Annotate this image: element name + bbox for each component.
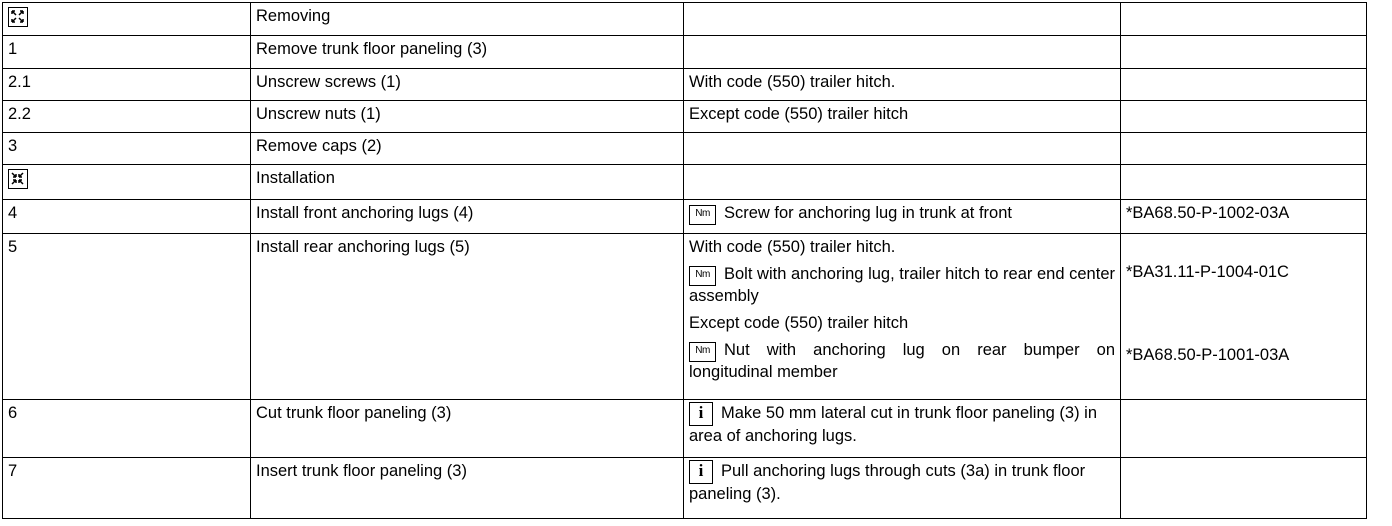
note-text: With code (550) trailer hitch. — [689, 238, 896, 256]
ref-cell — [1121, 69, 1367, 101]
action-cell: Install front anchoring lugs (4) — [251, 200, 684, 234]
installation-icon — [8, 169, 28, 189]
step-cell: 7 — [3, 458, 251, 519]
notes-cell — [684, 200, 1121, 234]
removing-icon — [8, 7, 28, 27]
ref-cell — [1121, 101, 1367, 133]
doc-reference[interactable]: *BA31.11-P-1004-01C — [1126, 263, 1289, 281]
notes-cell — [684, 3, 1121, 36]
torque-nm-icon: Nm — [689, 205, 716, 225]
doc-reference[interactable]: *BA68.50-P-1001-03A — [1126, 346, 1290, 364]
step-cell: 3 — [3, 133, 251, 165]
note-text: Make 50 mm lateral cut in trunk floor paneling (3) in area of anchoring lugs. — [689, 404, 1098, 445]
action-cell: Remove trunk floor paneling (3) — [251, 36, 684, 69]
ref-cell — [1121, 133, 1367, 165]
action-cell: Remove caps (2) — [251, 133, 684, 165]
step-cell: 6 — [3, 400, 251, 458]
step-cell: 5 — [3, 234, 251, 400]
table-row — [3, 200, 1367, 234]
info-icon: i — [689, 402, 713, 426]
ref-cell — [1121, 458, 1367, 519]
notes-cell — [684, 400, 1121, 458]
table-row — [3, 101, 1367, 133]
ref-cell — [1121, 200, 1367, 234]
action-cell: Removing — [251, 3, 684, 36]
step-cell: 2.1 — [3, 69, 251, 101]
torque-nm-icon: Nm — [689, 266, 716, 286]
table-row — [3, 400, 1367, 458]
table-row — [3, 36, 1367, 69]
step-cell: 2.2 — [3, 101, 251, 133]
note-text: Bolt with anchoring lug, trailer hitch to rear end center assembly — [689, 265, 1115, 305]
note-text: Except code (550) trailer hitch — [689, 314, 909, 332]
ref-cell — [1121, 234, 1367, 400]
action-cell: Unscrew screws (1) — [251, 69, 684, 101]
doc-reference[interactable]: *BA68.50-P-1002-03A — [1126, 204, 1290, 222]
notes-cell — [684, 133, 1121, 165]
note-text: Pull anchoring lugs through cuts (3a) in trunk floor paneling (3). — [689, 462, 1086, 503]
action-cell: Install rear anchoring lugs (5) — [251, 234, 684, 400]
info-icon: i — [689, 460, 713, 484]
step-cell — [3, 165, 251, 200]
ref-cell — [1121, 3, 1367, 36]
ref-cell — [1121, 400, 1367, 458]
table-row — [3, 458, 1367, 519]
note-text: Nut with anchoring lug on rear bumper on longitudinal member — [689, 341, 1115, 381]
note-text: Screw for anchoring lug in trunk at front — [724, 204, 1012, 222]
table-row — [3, 69, 1367, 101]
table-row — [3, 133, 1367, 165]
torque-nm-icon: Nm — [689, 342, 716, 362]
table-row — [3, 234, 1367, 400]
notes-cell: Except code (550) trailer hitch — [684, 101, 1121, 133]
action-cell: Cut trunk floor paneling (3) — [251, 400, 684, 458]
step-cell: 1 — [3, 36, 251, 69]
step-cell: 4 — [3, 200, 251, 234]
notes-cell — [684, 165, 1121, 200]
step-cell — [3, 3, 251, 36]
notes-cell — [684, 458, 1121, 519]
table-row — [3, 3, 1367, 36]
action-cell: Installation — [251, 165, 684, 200]
notes-cell: With code (550) trailer hitch. — [684, 69, 1121, 101]
table-row — [3, 165, 1367, 200]
action-cell: Insert trunk floor paneling (3) — [251, 458, 684, 519]
action-cell: Unscrew nuts (1) — [251, 101, 684, 133]
notes-cell — [684, 36, 1121, 69]
procedure-table — [2, 2, 1367, 519]
notes-cell — [684, 234, 1121, 400]
ref-cell — [1121, 165, 1367, 200]
ref-cell — [1121, 36, 1367, 69]
